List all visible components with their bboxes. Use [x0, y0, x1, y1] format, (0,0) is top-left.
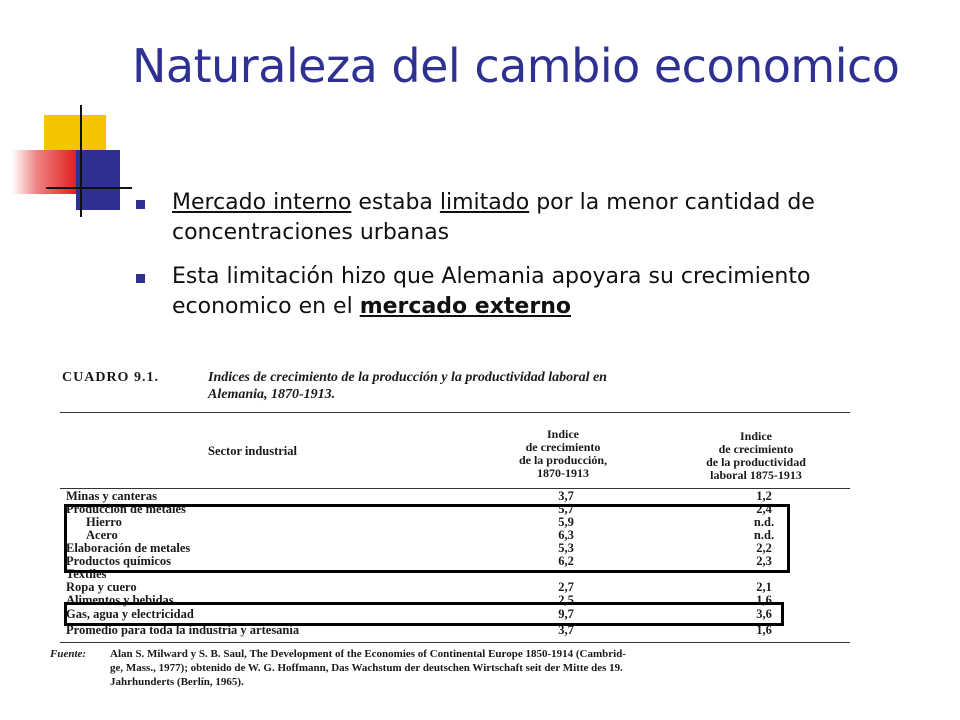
column-header-productivity-line: de crecimiento — [718, 442, 794, 456]
row-productivity-index: 2,3 — [756, 554, 772, 568]
bullet-item-2 — [130, 262, 890, 322]
column-header-productivity — [676, 430, 836, 482]
source-label: Fuente: — [50, 648, 87, 660]
bullet-list — [130, 188, 890, 336]
row-production-index: 5,9 — [558, 515, 574, 529]
row-sector: Producción de metales — [66, 502, 186, 516]
row-productivity-index: 2,4 — [756, 502, 772, 516]
row-production-index: 5,3 — [558, 541, 574, 555]
column-header-sector: Sector industrial — [208, 444, 298, 458]
row-productivity-index: n.d. — [753, 515, 775, 529]
bullet1-underlined-term: Mercado interno — [172, 190, 352, 215]
bullet-item-1 — [130, 188, 890, 248]
row-production-index: 2,7 — [558, 580, 574, 594]
column-header-production-line: de la producción, — [518, 453, 608, 467]
row-sector: Alimentos y bebidas — [66, 593, 174, 607]
highlight-box-utilities — [64, 602, 784, 626]
column-header-production — [488, 428, 638, 480]
column-header-production-line: de crecimiento — [525, 440, 601, 454]
deco-vertical-line — [80, 105, 82, 217]
row-sector: Hierro — [86, 515, 122, 529]
row-sector: Elaboración de metales — [66, 541, 191, 555]
source-line3: Jahrhunderts (Berlín, 1965). — [110, 676, 244, 688]
row-productivity-index: 3,6 — [756, 607, 772, 621]
row-production-index: 9,7 — [558, 607, 574, 621]
row-productivity-index: 2,1 — [756, 580, 772, 594]
source-line2: ge, Mass., 1977); obtenido de W. G. Hoffmann, Das Wachstum der deutschen Wirtschaft seit der Mitte des 19. — [110, 662, 623, 674]
bullet2-emphasis: mercado externo — [359, 294, 571, 319]
source-line1: Alan S. Milward y S. B. Saul, The Development of the Economies of Continental Europe 1850-1914 (Cambrid- — [110, 648, 627, 660]
row-sector: Textiles — [66, 567, 107, 581]
column-header-productivity-line: Indice — [739, 429, 772, 443]
bullet1-text: estaba — [351, 190, 440, 215]
table-top-rule — [60, 412, 850, 413]
deco-blue-square — [76, 150, 120, 210]
table-bottom-rule — [60, 642, 850, 643]
row-production-index: 2,5 — [558, 593, 574, 607]
column-header-productivity-line: de la productividad — [706, 455, 806, 469]
table-header-rule — [60, 488, 850, 489]
row-sector: Gas, agua y electricidad — [66, 607, 194, 621]
table-row — [66, 581, 846, 594]
highlight-box-metals-chemicals — [64, 504, 790, 573]
row-production-index: 3,7 — [558, 489, 574, 503]
row-productivity-index: 1,6 — [756, 623, 772, 637]
row-productivity-index: n.d. — [753, 528, 775, 542]
bullet2-text: Esta limitación hizo que Alemania apoyara su crecimiento economico en el — [172, 264, 811, 319]
column-header-production-line: 1870-1913 — [537, 466, 589, 480]
square-bullet-icon — [136, 274, 145, 283]
scanned-table — [48, 362, 858, 692]
bullet1-text-2: por la menor cantidad de concentraciones urbanas — [172, 190, 815, 245]
table-caption-line1: Indices de crecimiento de la producción y la productividad laboral en — [208, 370, 607, 385]
square-bullet-icon — [136, 200, 145, 209]
table-caption-line2: Alemania, 1870-1913. — [208, 387, 336, 402]
slide-title: Naturaleza del cambio economico — [132, 39, 900, 93]
table-label: CUADRO 9.1. — [62, 370, 159, 385]
row-sector: Promedio para toda la industria y artesanía — [66, 623, 300, 637]
deco-horizontal-line — [46, 187, 132, 189]
row-sector: Acero — [86, 528, 118, 542]
row-sector: Minas y canteras — [66, 489, 157, 503]
row-production-index: 3,7 — [558, 623, 574, 637]
row-production-index: 5,7 — [558, 502, 574, 516]
row-production-index: 6,2 — [558, 554, 574, 568]
row-production-index: 6,3 — [558, 528, 574, 542]
row-productivity-index: 1,2 — [756, 489, 772, 503]
row-productivity-index: 1,6 — [756, 593, 772, 607]
row-sector: Ropa y cuero — [66, 580, 137, 594]
bullet1-underlined-term-2: limitado — [439, 190, 530, 215]
column-header-production-line: Indice — [546, 427, 579, 441]
column-header-productivity-line: laboral 1875-1913 — [710, 468, 802, 482]
row-sector: Productos químicos — [66, 554, 171, 568]
row-productivity-index: 2,2 — [756, 541, 772, 555]
